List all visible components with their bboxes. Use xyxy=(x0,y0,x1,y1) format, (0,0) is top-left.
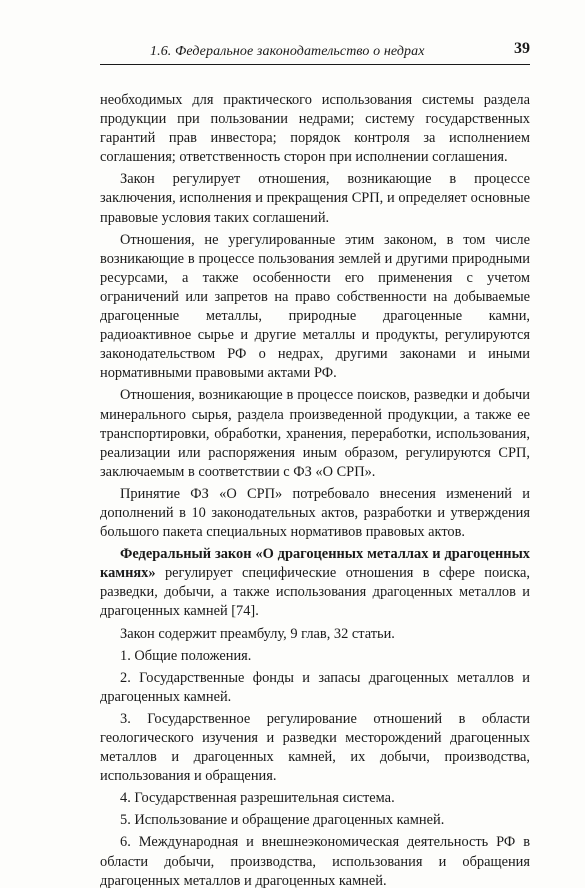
paragraph-continuation: необходимых для практического использования системы раздела продукции при пользовании недрами; систему государственных гарантий прав инвестора; порядок контроля за исполнением соглашения; ответственность сторон при исполнении соглашения. xyxy=(100,92,530,166)
law-title: Федеральный закон «О драгоценных металлах и драгоценных камнях» xyxy=(100,546,530,582)
structure-intro: Закон содержит преамбулу, 9 глав, 32 статьи. xyxy=(120,625,395,642)
paragraph: Закон регулирует отношения, возникающие в процессе заключения, исполнения и прекращения СРП, и определяет основные правовые условия таких соглашений. xyxy=(100,171,530,226)
chapter-item: 3. Государственное регулирование отношений в области геологического изучения и разведки месторождений драгоценных металлов и драгоценных камней, их добычи, производства, использования и обращения. xyxy=(100,710,530,785)
paragraph: Отношения, не урегулированные этим законом, в том числе возникающие в процессе пользования землей и другими природными ресурсами, а также особенности его применения с учетом ограничений или запретов на право собственности на добываемые драгоценные металлы, природные драгоценные камни, радиоактивное сырье и другие металлы и продукты, регулируются законодательством РФ о недрах, другими законами и иными нормативными правовыми актами РФ. xyxy=(100,231,530,382)
body-text xyxy=(100,91,530,894)
law-description: регулирует специфические отношения в сфере поиска, разведки, добычи, а также использования драгоценных металлов и драгоценных камней [74]. xyxy=(100,565,530,620)
header-rule xyxy=(100,64,530,65)
chapter-item: 2. Государственные фонды и запасы драгоценных металлов и драгоценных камней. xyxy=(100,669,530,705)
paragraph: Отношения, возникающие в процессе поисков, разведки и добычи минерального сырья, раздела произведенной продукции, а также ее транспортировки, обработки, хранения, переработки, использования, реализации или распоряжения иным образом, регулируются СРП, заключаемым в соответствии с ФЗ «О СРП». xyxy=(100,387,530,480)
law-paragraph xyxy=(100,545,530,621)
page-number: 39 xyxy=(514,40,530,57)
paragraph: Принятие ФЗ «О СРП» потребовало внесения изменений и дополнений в 10 законодательных актов, разработки и утверждения большого пакета специальных нормативов правовых актов. xyxy=(100,485,530,541)
chapter-item: 6. Международная и внешнеэкономическая деятельность РФ в области добычи, производства, использования и обращения драгоценных металлов и драгоценных камней. xyxy=(100,834,530,889)
running-title: 1.6. Федеральное законодательство о недрах xyxy=(150,44,425,59)
running-header xyxy=(100,40,530,64)
chapter-item: 5. Использование и обращение драгоценных камней. xyxy=(120,812,445,829)
chapter-item: 1. Общие положения. xyxy=(120,647,252,664)
chapter-item: 4. Государственная разрешительная система. xyxy=(120,790,395,807)
